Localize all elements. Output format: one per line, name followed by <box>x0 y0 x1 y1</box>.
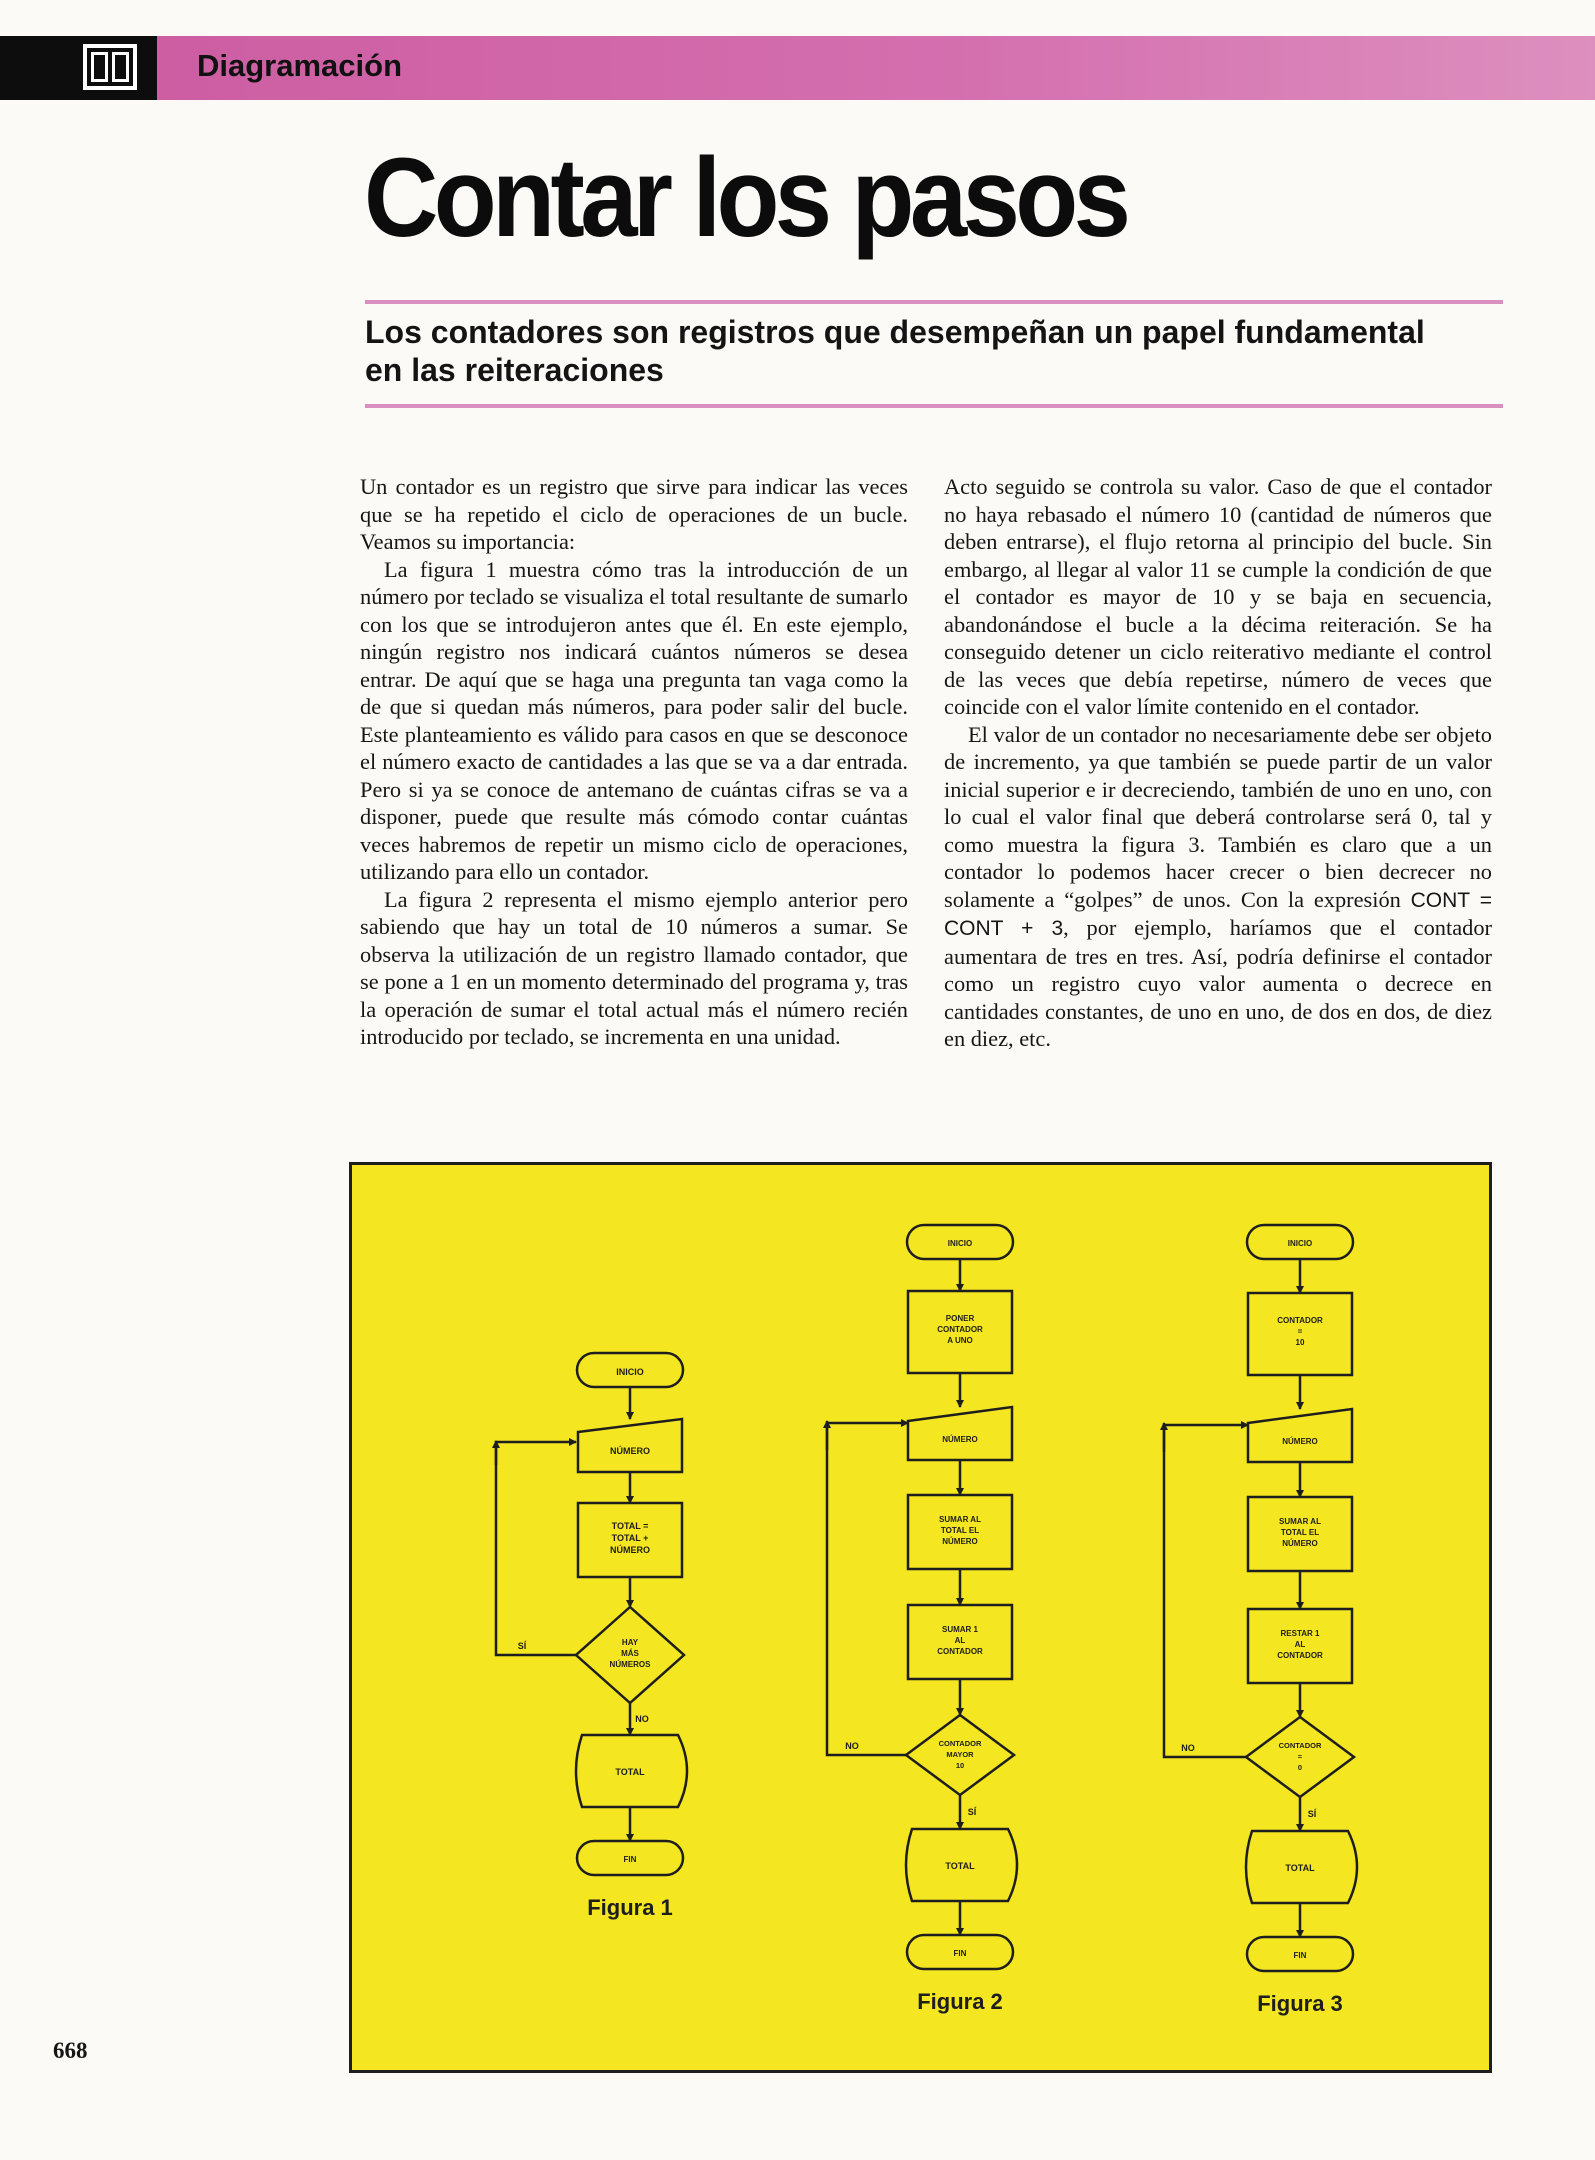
fig3-process-line: NÚMERO <box>1282 1539 1318 1548</box>
paragraph: La figura 2 representa el mismo ejemplo anterior pero sabiendo que hay un total de 10 números a sumar. Se observa la utilización de un registro llamado contador, que se pone a 1 en un momento determinado del programa y, tras la operación de sumar el total actual más el número recién introducido por teclado, se incrementa en una unidad. <box>360 886 908 1049</box>
page-number: 668 <box>53 2038 88 2063</box>
paragraph: Acto seguido se controla su valor. Caso de que el contador no haya rebasado el número 10 (cantidad de números que deben entrarse), el flujo retorna al principio del bucle. Sin embargo, al llegar al valor 11 se cumple la condición de que el contador es mayor de 10 y se baja en secuencia, abandonándose el bucle a la décima reiteración. Se ha conseguido detener un ciclo reiterativo mediante el control de las veces que debía repetirse, número de veces que coincide con el valor límite contenido en el contador. <box>944 474 1492 719</box>
fig1-input-label: NÚMERO <box>610 1446 650 1456</box>
code-expression: CONT = CONT + 3 <box>944 888 1492 940</box>
section-label: Diagramación <box>197 48 403 83</box>
fig2-process-line: SUMAR AL <box>939 1515 981 1524</box>
fig3-input-shape <box>1248 1409 1352 1462</box>
paragraph: Un contador es un registro que sirve para indicar las veces que se ha repetido el ciclo de operaciones de un bucle. Veamos su importancia: <box>360 474 908 554</box>
fig3-init-line: 10 <box>1295 1338 1305 1347</box>
fig1-output-label: TOTAL <box>615 1767 645 1777</box>
paragraph: La figura 1 muestra cómo tras la introducción de un número por teclado se visualiza el total resultante de sumarlo con los que se introdujeron antes que él. En este ejemplo, ningún registro nos indicará cuántos números se desea entrar. De aquí que se haga una pregunta tan vaga como la de que si quedan más números, para poder salir del bucle. Este planteamiento es válido para casos en que se desconoce el número exacto de cantidades a las que se va a dar entrada. Pero si ya se conoce de antemano de cuántas cifras se va a disponer, puede que resulte más cómodo contar cuántas veces habremos de repetir un mismo ciclo de operaciones, utilizando para ello un contador. <box>360 556 908 884</box>
fig1-process-line: NÚMERO <box>610 1545 650 1555</box>
fig3-process-line: SUMAR AL <box>1279 1517 1321 1526</box>
fig1-caption: Figura 1 <box>587 1895 673 1920</box>
subtitle: Los contadores son registros que desempeñan un papel fundamental en las reiteraciones <box>365 314 1425 388</box>
fig3-yes-label: SÍ <box>1307 1809 1317 1819</box>
title-rule <box>365 300 1503 304</box>
fig3-init-line: = <box>1297 1327 1303 1336</box>
fig3-end-label: FIN <box>1293 1951 1307 1960</box>
fig3-decision-line: 0 <box>1297 1763 1303 1772</box>
fig3-loop-line <box>1164 1425 1248 1757</box>
fig2-start-label: INICIO <box>947 1239 973 1248</box>
fig3-counter-line: AL <box>1294 1640 1306 1649</box>
fig1-decision-line: MÁS <box>621 1649 639 1658</box>
paragraph <box>944 721 1492 1053</box>
fig1-decision-line: HAY <box>621 1638 639 1647</box>
text-column-right <box>944 473 1492 1053</box>
fig2-no-label: NO <box>845 1741 859 1751</box>
flowcharts-svg <box>352 1165 1489 2070</box>
fig2-yes-label: SÍ <box>967 1807 977 1817</box>
paragraph-text: , por ejemplo, haríamos que el contador aumentara de tres en tres. Así, podría definirse el contador como un registro cuyo valor aumenta o decrece en cantidades constantes, de uno en uno, de dos en dos, de diez en diez, etc. <box>944 915 1492 1051</box>
fig2-input-label: NÚMERO <box>942 1435 978 1444</box>
paragraph-text: El valor de un contador no necesariamente debe ser objeto de incremento, ya que también se puede partir de un valor inicial superior e ir decreciendo, también de uno en uno, con lo cual el valor final que deberá controlarse será 0, tal y como muestra la figura 3. También es claro que a un contador lo podemos hacer crecer o bien decrecer no solamente a “golpes” de unos. Con la expresión <box>944 721 1492 912</box>
fig2-output-label: TOTAL <box>945 1861 975 1871</box>
fig3-counter-line: RESTAR 1 <box>1280 1629 1320 1638</box>
fig1-process-line: TOTAL + <box>611 1533 649 1543</box>
fig3-init-line: CONTADOR <box>1277 1316 1323 1325</box>
fig3-start-label: INICIO <box>1287 1239 1313 1248</box>
fig2-process-line: TOTAL EL <box>940 1526 980 1535</box>
fig3-no-label: NO <box>1181 1743 1195 1753</box>
fig2-decision-line: MAYOR <box>946 1750 974 1759</box>
fig2-end-label: FIN <box>953 1949 967 1958</box>
fig1-start-label: INICIO <box>616 1367 644 1377</box>
fig1-loop-line <box>496 1442 576 1655</box>
fig1-end-label: FIN <box>623 1855 637 1864</box>
fig2-caption: Figura 2 <box>917 1989 1003 2014</box>
fig2-decision-line: 10 <box>955 1761 965 1770</box>
fig3-output-label: TOTAL <box>1285 1863 1315 1873</box>
section-icon <box>83 44 137 90</box>
fig3-process-line: TOTAL EL <box>1280 1528 1320 1537</box>
text-column-left <box>360 473 908 1051</box>
fig2-input-shape <box>908 1407 1012 1460</box>
fig2-process-line: NÚMERO <box>942 1537 978 1546</box>
fig2-decision-line: CONTADOR <box>938 1739 982 1748</box>
fig1-decision-line: NÚMEROS <box>609 1660 651 1669</box>
fig1-yes-label: SÍ <box>517 1641 527 1651</box>
fig2-counter-line: CONTADOR <box>937 1647 983 1656</box>
page-title: Contar los pasos <box>364 135 1127 260</box>
figure-panel <box>349 1162 1492 2073</box>
fig3-input-label: NÚMERO <box>1282 1437 1318 1446</box>
fig2-counter-line: SUMAR 1 <box>941 1625 979 1634</box>
fig2-counter-line: AL <box>954 1636 966 1645</box>
fig3-counter-line: CONTADOR <box>1277 1651 1323 1660</box>
fig2-init-line: A UNO <box>947 1336 973 1345</box>
fig3-decision-line: = <box>1297 1752 1303 1761</box>
fig1-process-line: TOTAL = <box>611 1521 649 1531</box>
fig3-decision-line: CONTADOR <box>1278 1741 1322 1750</box>
fig2-init-line: PONER <box>945 1314 975 1323</box>
fig3-caption: Figura 3 <box>1257 1991 1343 2016</box>
fig1-no-label: NO <box>635 1714 649 1724</box>
subtitle-rule <box>365 404 1503 408</box>
fig2-init-line: CONTADOR <box>937 1325 983 1334</box>
fig2-loop-line <box>827 1423 908 1755</box>
